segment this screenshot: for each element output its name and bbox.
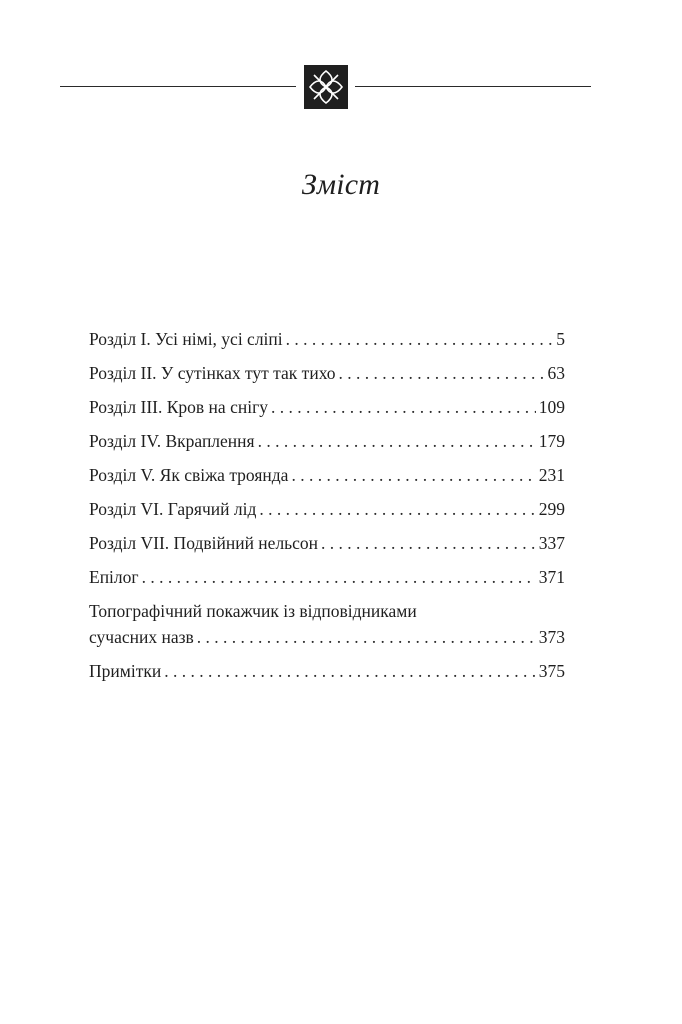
dot-leader [258, 424, 536, 458]
toc-page-number: 299 [538, 499, 565, 519]
page-title: Зміст [301, 168, 381, 201]
toc-entry-notes[interactable] [89, 654, 565, 688]
toc-entry-title: Примітки [89, 661, 162, 681]
dot-leader [197, 624, 536, 650]
toc-page-number: 375 [538, 661, 565, 681]
toc-entry-chapter-4[interactable] [89, 424, 565, 458]
dot-leader [142, 560, 536, 594]
toc-page-number: 231 [538, 465, 565, 485]
dot-leader [259, 492, 535, 526]
toc-entry-title: Розділ ІІІ. Кров на снігу [89, 397, 268, 417]
toc-entry-chapter-1[interactable] [89, 322, 565, 356]
toc-entry-chapter-6[interactable] [89, 492, 565, 526]
toc-page-number: 5 [556, 329, 565, 349]
toc-entry-title: Розділ V. Як свіжа троянда [89, 465, 289, 485]
toc-entry-second-row [89, 624, 565, 650]
toc-entry-title: Розділ VII. Подвійний нельсон [89, 533, 319, 553]
right-rule [355, 86, 591, 87]
toc-page-number: 373 [538, 627, 565, 647]
toc-entry-title-line-2: сучасних назв [89, 627, 194, 647]
toc-page-number: 371 [538, 567, 565, 587]
left-rule [60, 86, 296, 87]
toc-entry-title: Розділ ІІ. У сутінках тут так тихо [89, 363, 336, 383]
toc-entry-chapter-3[interactable] [89, 390, 565, 424]
table-of-contents [89, 322, 565, 688]
toc-entry-title: Розділ І. Усі німі, усі сліпі [89, 329, 283, 349]
toc-page-number: 337 [538, 533, 565, 553]
dot-leader [271, 390, 536, 424]
toc-entry-epilogue[interactable] [89, 560, 565, 594]
toc-page-number: 179 [538, 431, 565, 451]
dot-leader [164, 654, 536, 688]
toc-page-number: 109 [538, 397, 565, 417]
header-ornament [0, 65, 682, 109]
toc-entry-title: Розділ VI. Гарячий лід [89, 499, 257, 519]
toc-entry-chapter-5[interactable] [89, 458, 565, 492]
toc-entry-topographic-index[interactable] [89, 598, 565, 650]
toc-entry-title: Розділ IV. Вкраплення [89, 431, 255, 451]
dot-leader [339, 356, 545, 390]
toc-entry-title: Епілог [89, 567, 139, 587]
diamond-knot-ornament-icon [304, 65, 348, 109]
toc-page-number: 63 [547, 363, 565, 383]
toc-entry-chapter-7[interactable] [89, 526, 565, 560]
dot-leader [291, 458, 535, 492]
toc-entry-chapter-2[interactable] [89, 356, 565, 390]
dot-leader [286, 322, 554, 356]
dot-leader [321, 526, 536, 560]
toc-entry-title-line-1: Топографічний покажчик із відповідниками [89, 601, 417, 621]
